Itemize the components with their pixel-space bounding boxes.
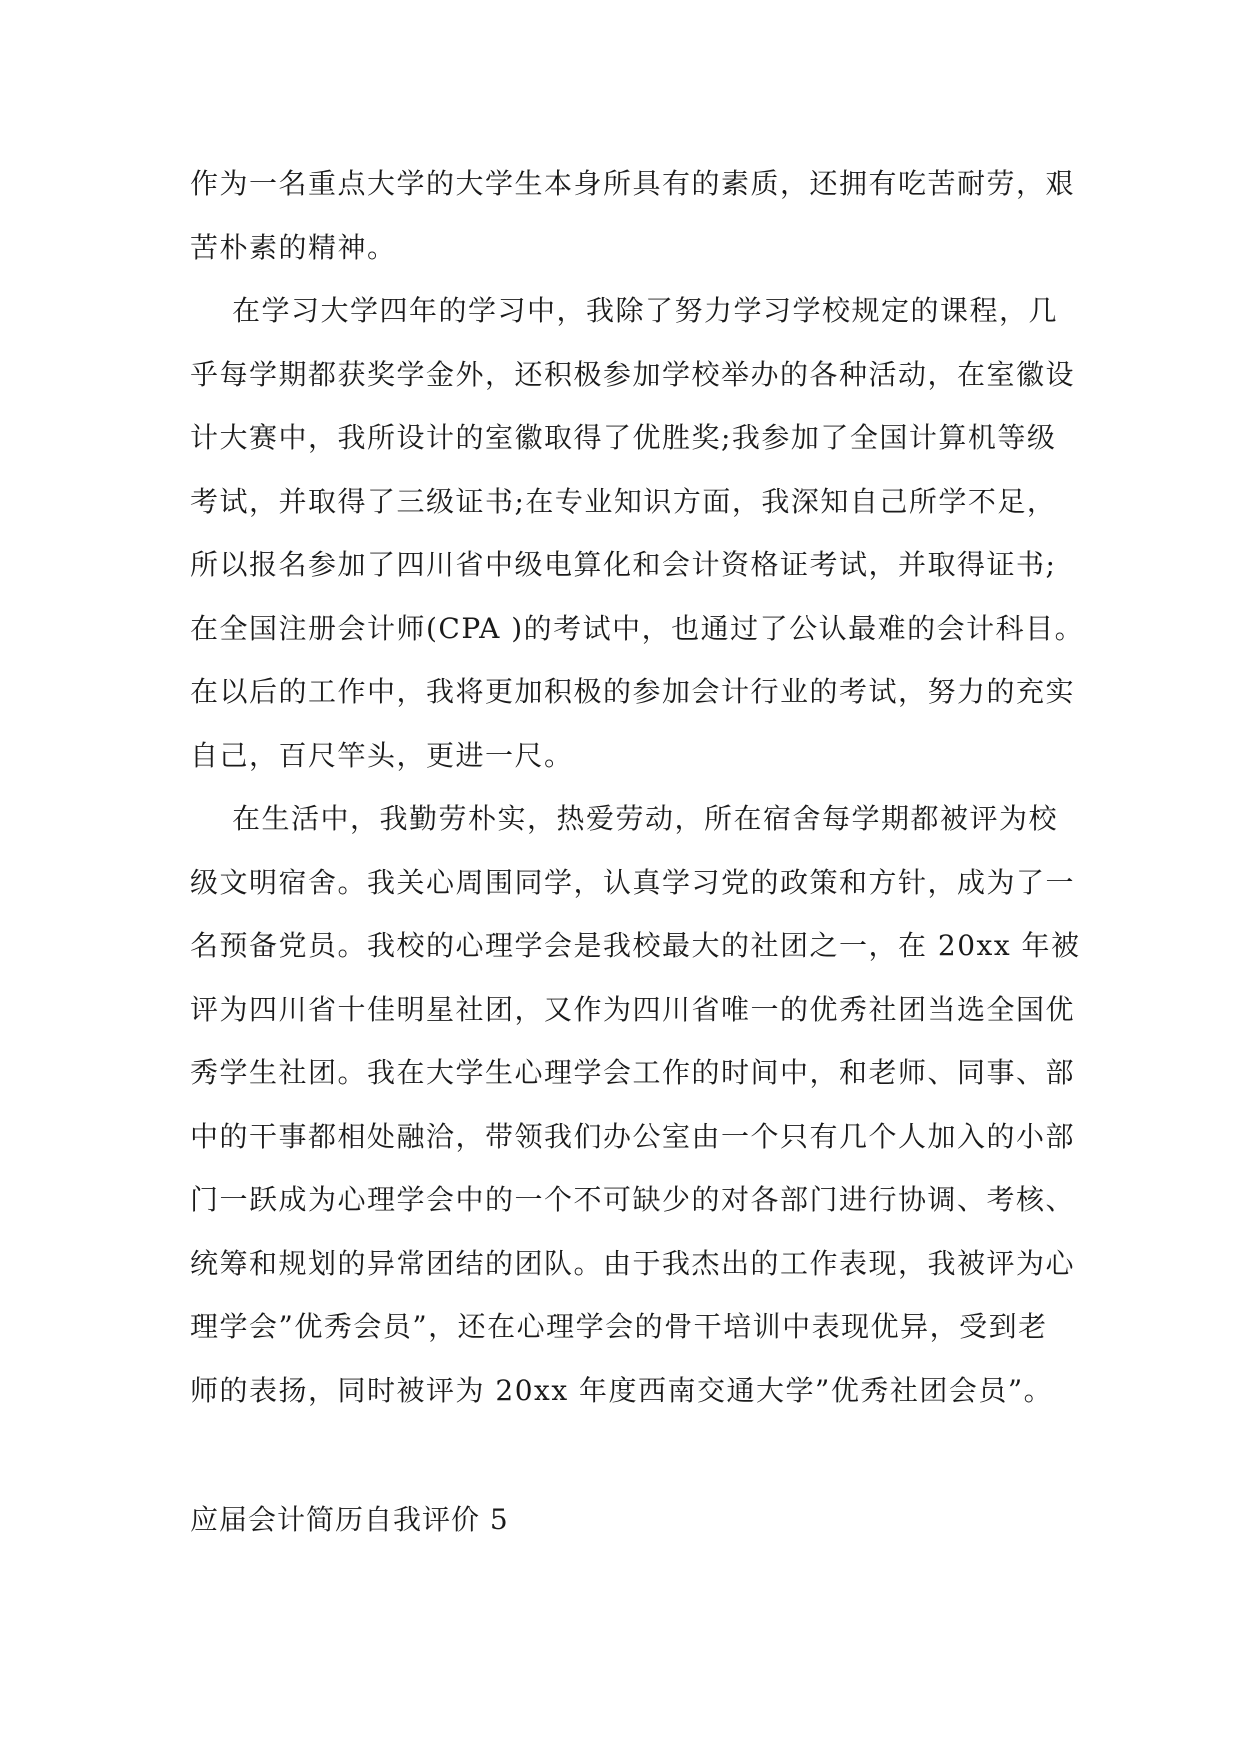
text-line: 名预备党员。我校的心理学会是我校最大的社团之一，在 20xx 年被 [190,929,1081,962]
document-body [190,152,1085,1422]
text-line: 自己，百尺竿头，更进一尺。 [190,738,574,772]
text-line: 级文明宿舍。我关心周围同学，认真学习党的政策和方针，成为了一 [190,865,1076,899]
text-line: 在生活中，我勤劳朴实，热爱劳动，所在宿舍每学期都被评为校 [232,802,1059,835]
text-line: 师的表扬，同时被评为 20xx 年度西南交通大学”优秀社团会员”。 [190,1373,1054,1407]
text-line: 在以后的工作中，我将更加积极的参加会计行业的考试，努力的充实 [190,675,1076,708]
paragraph-3 [190,787,1081,1422]
text-line: 计大赛中，我所设计的室徽取得了优胜奖;我参加了全国计算机等级 [190,421,1057,454]
text-line: 统筹和规划的异常团结的团队。由于我杰出的工作表现，我被评为心 [190,1246,1076,1280]
text-line: 所以报名参加了四川省中级电算化和会计资格证考试，并取得证书; [190,548,1057,581]
text-line: 在学习大学四年的学习中，我除了努力学习学校规定的课程，几 [232,294,1059,327]
section-heading: 应届会计简历自我评价 5 [190,1503,509,1536]
text-line: 评为四川省十佳明星社团，又作为四川省唯一的优秀社团当选全国优 [190,992,1076,1026]
paragraph-1 [190,152,1076,279]
text-line: 门一跃成为心理学会中的一个不可缺少的对各部门进行协调、考核、 [190,1183,1076,1216]
text-line: 作为一名重点大学的大学生本身所具有的素质，还拥有吃苦耐劳，艰 [190,167,1076,200]
text-line: 苦朴素的精神。 [190,230,397,264]
text-line: 乎每学期都获奖学金外，还积极参加学校举办的各种活动，在室徽设 [190,357,1076,391]
text-line: 秀学生社团。我在大学生心理学会工作的时间中，和老师、同事、部 [190,1056,1076,1089]
text-line: 中的干事都相处融洽，带领我们办公室由一个只有几个人加入的小部 [190,1119,1076,1153]
paragraph-2 [190,279,1085,787]
text-line: 在全国注册会计师(CPA )的考试中，也通过了公认最难的会计科目。 [190,611,1085,645]
text-line: 理学会”优秀会员”，还在心理学会的骨干培训中表现优异，受到老 [190,1310,1048,1343]
text-line: 考试，并取得了三级证书;在专业知识方面，我深知自己所学不足， [190,484,1057,518]
